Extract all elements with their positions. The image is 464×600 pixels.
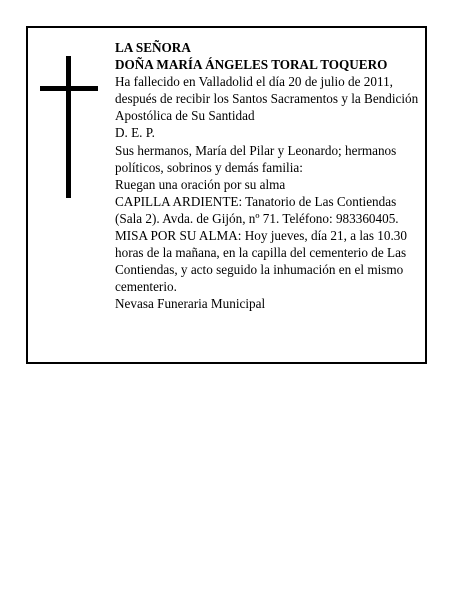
obituary-notice (26, 26, 427, 364)
family-line: Sus hermanos, María del Pilar y Leonardo; hermanos políticos, sobrinos y demás familia: (115, 142, 397, 175)
deceased-name: DOÑA MARÍA ÁNGELES TORAL TOQUERO (115, 57, 388, 73)
mass-info: MISA POR SU ALMA: Hoy jueves, día 21, a las 10.30 horas de la mañana, en la capilla del cementerio de Las Contiendas, y acto seguido la inhumación en el mismo cementerio. (115, 228, 407, 295)
death-announcement: Ha fallecido en Valladolid el día 20 de julio de 2011, después de recibir los Santos Sacramentos y la Bendición Apostólica de Su Santidad (115, 74, 419, 124)
prayer-request: Ruegan una oración por su alma (115, 176, 286, 192)
dep-line: D. E. P. (115, 125, 155, 141)
chapel-info: CAPILLA ARDIENTE: Tanatorio de Las Contiendas (Sala 2). Avda. de Gijón, nº 71. Teléfono: 983360405. (115, 193, 399, 226)
notice-title: LA SEÑORA (115, 40, 191, 55)
funeral-home: Nevasa Funeraria Municipal (115, 296, 266, 312)
cross-horizontal-bar (40, 86, 98, 91)
notice-text (115, 39, 423, 313)
cross-vertical-bar (66, 56, 71, 198)
